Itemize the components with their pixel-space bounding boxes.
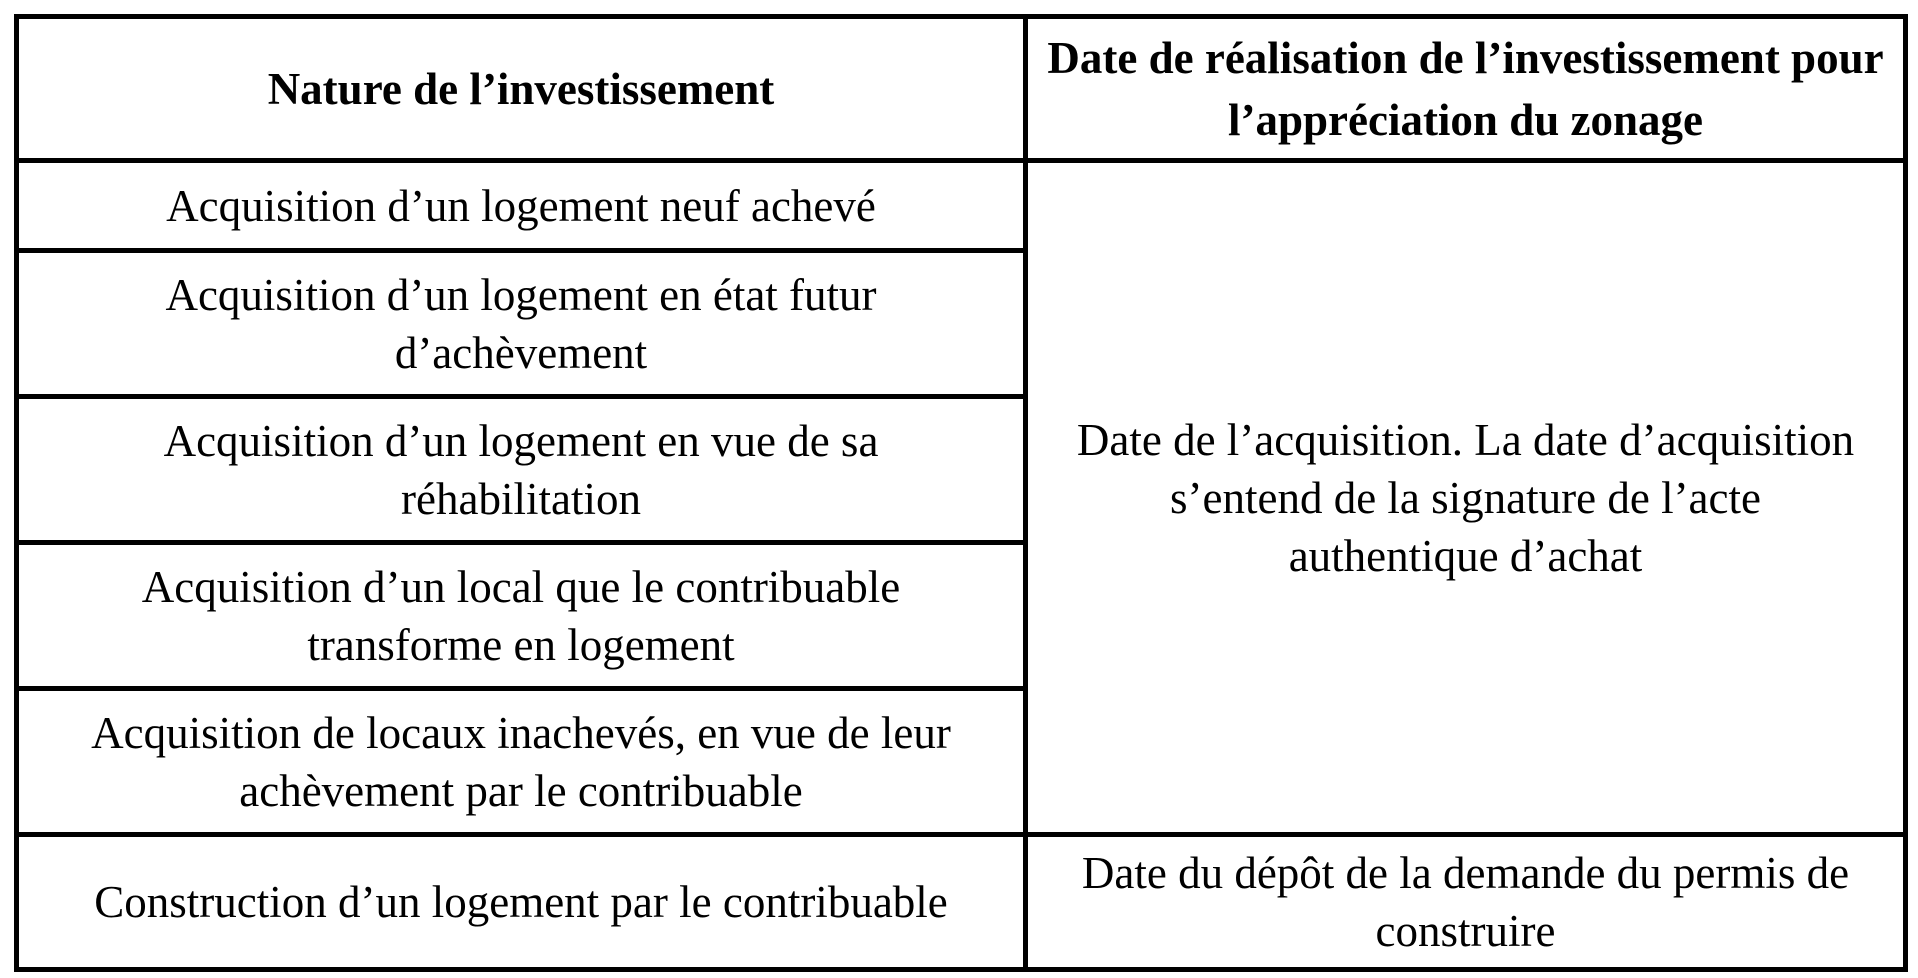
nature-cell: Acquisition de locaux inachevés, en vue de leur achèvement par le contribuable [17, 689, 1026, 835]
nature-cell: Acquisition d’un logement en état futur d’achèvement [17, 251, 1026, 397]
investment-date-table [14, 14, 1908, 972]
date-acquisition-cell: Date de l’acquisition. La date d’acquisition s’entend de la signature de l’acte authentique d’achat [1026, 161, 1906, 835]
table-row [17, 835, 1906, 970]
header-date-realisation: Date de réalisation de l’investissement pour l’appréciation du zonage [1026, 17, 1906, 161]
nature-cell: Acquisition d’un local que le contribuable transforme en logement [17, 543, 1026, 689]
nature-cell: Acquisition d’un logement en vue de sa réhabilitation [17, 397, 1026, 543]
table-header-row [17, 17, 1906, 161]
nature-cell: Construction d’un logement par le contribuable [17, 835, 1026, 970]
header-nature: Nature de l’investissement [17, 17, 1026, 161]
nature-cell: Acquisition d’un logement neuf achevé [17, 161, 1026, 251]
date-construction-cell: Date du dépôt de la demande du permis de construire [1026, 835, 1906, 970]
table-row [17, 161, 1906, 251]
